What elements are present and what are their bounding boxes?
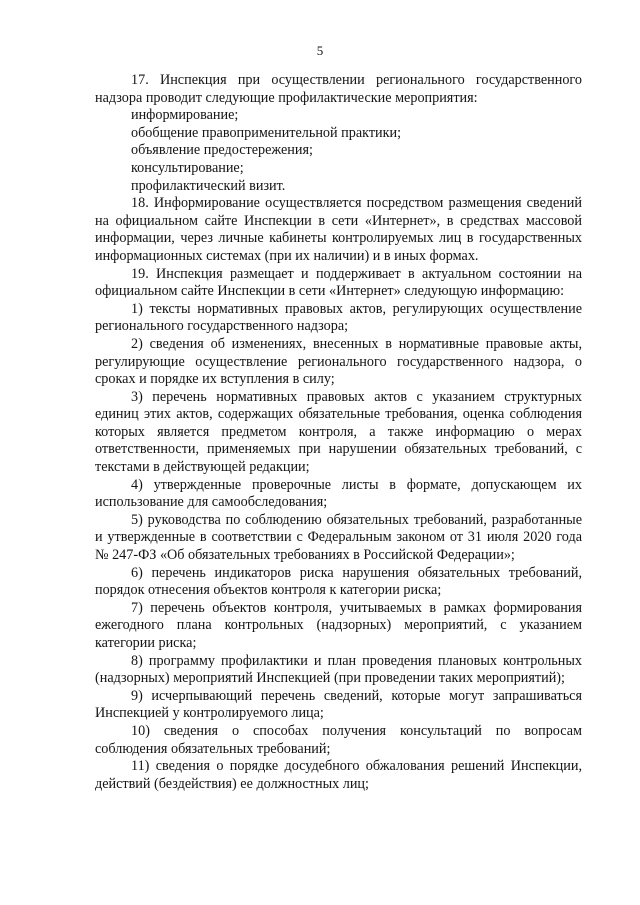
subitem-7: 7) перечень объектов контроля, учитываемых в рамках формирования ежегодного плана контрольных (надзорных) мероприятий, с указанием категории риска; (95, 599, 582, 651)
subitem-3: 3) перечень нормативных правовых актов с указанием структурных единиц этих актов, содержащих обязательные требования, оценка соблюдения которых является предметом контроля, а также информацию о мерах ответственности, применяемых при нарушении обязательных требований, с текстами в действующей редакции; (95, 388, 582, 476)
subitem-11: 11) сведения о порядке досудебного обжалования решений Инспекции, действий (бездействия) ее должностных лиц; (95, 758, 582, 792)
subitem-6: 6) перечень индикаторов риска нарушения обязательных требований, порядок отнесения объектов контроля к категории риска; (95, 564, 582, 599)
subitem-5: 5) руководства по соблюдению обязательных требований, разработанные и утвержденные в соответствии с Федеральным законом от 31 июля 2020 года № 247-ФЗ «Об обязательных требованиях в Российской Федерации»; (95, 511, 582, 564)
subitem-2: 2) сведения об изменениях, внесенных в нормативные правовые акты, регулирующие осуществление регионального государственного надзора, о сроках и порядке их вступления в силу; (95, 335, 582, 388)
measure-item: профилактический визит. (131, 177, 286, 194)
subitem-10: 10) сведения о способах получения консультаций по вопросам соблюдения обязательных требований; (95, 722, 582, 757)
paragraph-18: 18. Информирование осуществляется посредством размещения сведений на официальном сайте Инспекции в сети «Интернет», в средствах массовой информации, через личные кабинеты контролируемых лиц в государственных информационных системах (при их наличии) и в иных формах. (95, 195, 582, 264)
measure-item: обобщение правоприменительной практики; (131, 124, 402, 141)
subitem-8: 8) программу профилактики и план проведения плановых контрольных (надзорных) мероприятий Инспекцией (при проведении таких мероприятий); (95, 652, 582, 687)
document-body (95, 72, 582, 793)
measure-item: объявление предостережения; (131, 142, 313, 159)
subitem-9: 9) исчерпывающий перечень сведений, которые могут запрашиваться Инспекцией у контролируемого лица; (95, 687, 582, 722)
paragraph-19: 19. Инспекция размещает и поддерживает в актуальном состоянии на официальном сайте Инспекции в сети «Интернет» следующую информацию: (95, 265, 582, 300)
measure-item: консультирование; (131, 159, 244, 176)
measure-item: информирование; (131, 107, 239, 124)
subitem-4: 4) утвержденные проверочные листы в формате, допускающем их использование для самообследования; (95, 476, 582, 511)
paragraph-17: 17. Инспекция при осуществлении регионального государственного надзора проводит следующие профилактические мероприятия: (95, 72, 582, 106)
page-number: 5 (316, 43, 324, 58)
subitem-1: 1) тексты нормативных правовых актов, регулирующих осуществление регионального государственного надзора; (95, 300, 582, 335)
